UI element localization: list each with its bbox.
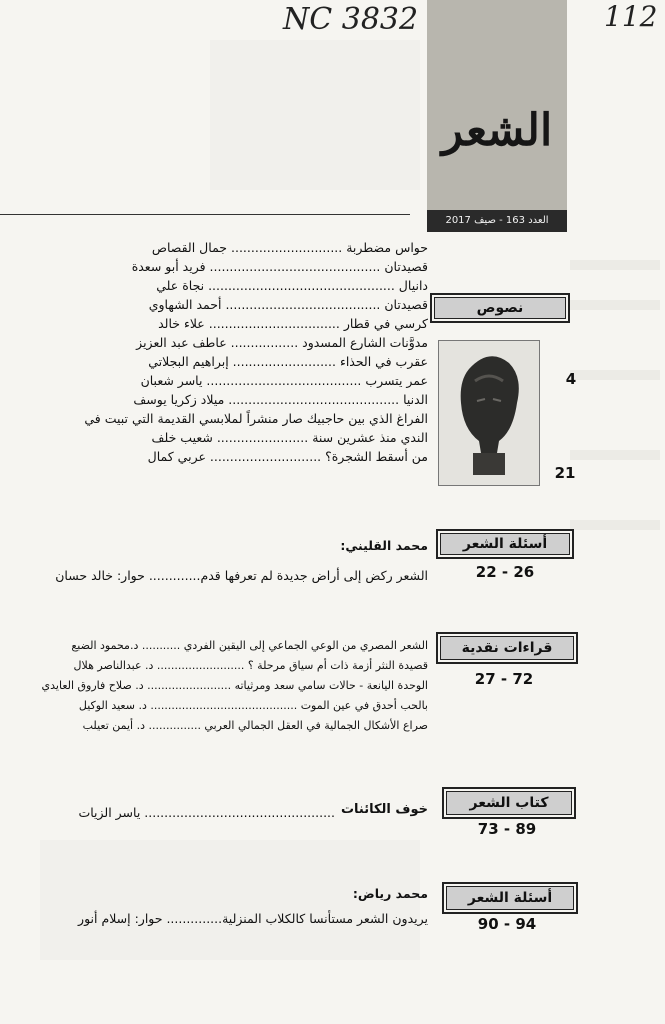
toc-entry: قصيدتان ....................................... أحمد الشهاوي <box>148 297 428 312</box>
toc-entry: الدنيا ........................................... ميلاد زكريا يوسف <box>133 392 428 407</box>
toc-entry: من أسقط الشجرة؟ ............................ عربي كمال <box>147 449 428 464</box>
section-label-poetry-book: كتاب الشعر <box>442 787 576 819</box>
toc-entry: حواس مضطربة ............................ جمال القصاص <box>151 240 428 255</box>
cover-issue-line: العدد 163 - صيف 2017 <box>427 210 567 232</box>
toc-entry: الشعر المصري من الوعي الجماعي إلى اليقين الفردي ........... د.محمود الضبع <box>71 639 428 652</box>
section-pages: 22 - 26 <box>475 563 535 581</box>
magazine-cover <box>427 0 567 232</box>
cover-title: الشعر <box>441 105 553 156</box>
section-page-start: 4 <box>565 370 577 388</box>
interview-entry: الشعر ركض إلى أراض جديدة لم تعرفها قدم............. حوار: خالد حسان <box>55 568 428 583</box>
toc-entry: مدوَّنات الشارع المسدود ................. عاطف عبد العزيز <box>136 335 428 350</box>
book-entry-author: ................................................ ياسر الزيات <box>78 805 335 820</box>
section-label-texts: نصوص <box>430 293 570 323</box>
handwritten-corner-number: 112 <box>604 0 658 33</box>
section-page-end: 21 <box>554 464 576 482</box>
bleed-through-decoration <box>570 250 660 670</box>
interview-intro: محمد رياض: <box>352 886 428 901</box>
bleed-through-box <box>210 40 420 190</box>
section-pages: 27 - 72 <box>474 670 534 688</box>
toc-entry: الندي منذ عشرين سنة ....................... شعيب خلف <box>151 430 428 445</box>
toc-entry: الفراغ الذي بين حاجبيك صار منشراً لملابسي القديمة التي تبيت في <box>84 411 428 426</box>
toc-entry: عمر يتسرب ....................................... ياسر شعبان <box>140 373 428 388</box>
author-bust-photo <box>438 340 540 486</box>
toc-entry: دانيال ............................................... نجاة علي <box>156 278 428 293</box>
section-pages: 73 - 89 <box>477 820 537 838</box>
toc-entries-texts <box>18 238 428 466</box>
bust-sculpture-icon <box>439 341 539 485</box>
interview-intro: محمد القليني: <box>340 538 428 553</box>
toc-entry: بالحب أحدق في عين الموت .......................................... د. سعيد الوكيل <box>78 699 428 712</box>
toc-entry: كرسي في قطار ................................. علاء خالد <box>158 316 428 331</box>
section-label-poetry-questions: أسئلة الشعر <box>436 529 574 559</box>
section-pages: 90 - 94 <box>477 915 537 933</box>
toc-entry: الوحدة اليانعة - حالات سامي سعد ومرثياته ........................ د. صلاح فاروق العايدي <box>41 679 428 692</box>
book-entry-title: خوف الكائنات <box>340 802 428 817</box>
toc-entries-critical <box>18 636 428 736</box>
toc-entry: قصيدة النثر أزمة ذات أم سياق مرحلة ؟ ......................... د. عبدالناصر هلال <box>73 659 428 672</box>
toc-entry: عقرب في الحذاء .......................... إبراهيم البجلاتي <box>148 354 428 369</box>
interview-entry: يريدون الشعر مستأنسا كالكلاب المنزلية.............. حوار: إسلام أنور <box>78 911 428 926</box>
header-divider <box>0 214 410 215</box>
toc-entry: قصيدتان ........................................... فريد أبو سعدة <box>131 259 428 274</box>
handwritten-reference-code: NC 3832 <box>283 2 419 37</box>
toc-entry: صراع الأشكال الجمالية في العقل الجمالي العربي ............... د. أيمن تعيلب <box>82 719 428 732</box>
section-label-critical-readings: قراءات نقدية <box>436 632 578 664</box>
section-label-poetry-questions-2: أسئلة الشعر <box>442 882 578 914</box>
